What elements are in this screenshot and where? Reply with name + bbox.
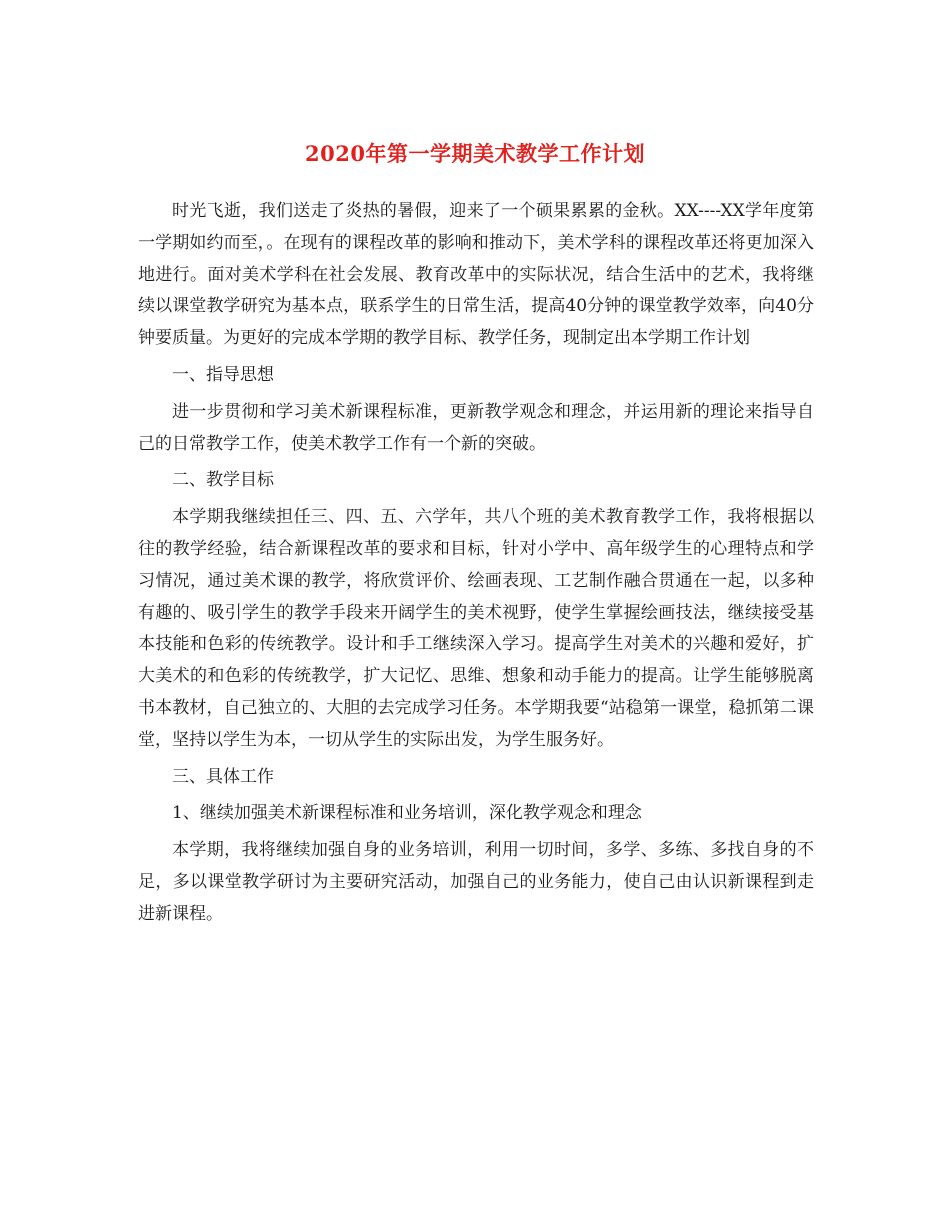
document-body [138, 196, 814, 936]
paragraph-teaching-goals: 本学期我继续担任三、四、五、六学年，共八个班的美术教育教学工作，我将根据以往的教学经验，结合新课程改革的要求和目标，针对小学中、高年级学生的心理特点和学习情况，通过美术课的教学，将欣赏评价、绘画表现、工艺制作融合贯通在一起，以多种有趣的、吸引学生的教学手段来开阔学生的美术视野，使学生掌握绘画技法，继续接受基本技能和色彩的传统教学。设计和手工继续深入学习。提高学生对美术的兴趣和爱好，扩大美术的和色彩的传统教学，扩大记忆、思维、想象和动手能力的提高。让学生能够脱离书本教材，自己独立的、大胆的去完成学习任务。本学期我要“站稳第一课堂，稳抓第二课堂，坚持以学生为本，一切从学生的实际出发，为学生服务好。 [138, 507, 814, 750]
subheading-item-1: 1、继续加强美术新课程标准和业务培训，深化教学观念和理念 [172, 803, 642, 824]
heading-teaching-goals: 二、教学目标 [172, 470, 274, 491]
paragraph-guiding-thought: 进一步贯彻和学习美术新课程标准，更新教学观念和理念，并运用新的理论来指导自己的日常教学工作，使美术教学工作有一个新的突破。 [138, 401, 814, 454]
heading-guiding-thought: 一、指导思想 [172, 364, 274, 385]
document-title: 2020年第一学期美术教学工作计划 [305, 141, 645, 166]
heading-specific-work: 三、具体工作 [172, 766, 274, 787]
paragraph-intro: 时光飞逝，我们送走了炎热的暑假，迎来了一个硕果累累的金秋。XX----XX学年度第一学期如约而至，。在现有的课程改革的影响和推动下，美术学科的课程改革还将更加深入地进行。面对美术学科在社会发展、教育改革中的实际状况，结合生活中的艺术，我将继续以课堂教学研究为基本点，联系学生的日常生活，提高40分钟的课堂教学效率，向40分钟要质量。为更好的完成本学期的教学目标、教学任务，现制定出本学期工作计划 [138, 201, 814, 349]
paragraph-item-1: 本学期，我将继续加强自身的业务培训，利用一切时间，多学、多练、多找自身的不足，多以课堂教学研讨为主要研究活动，加强自己的业务能力，使自己由认识新课程到走进新课程。 [138, 840, 814, 924]
